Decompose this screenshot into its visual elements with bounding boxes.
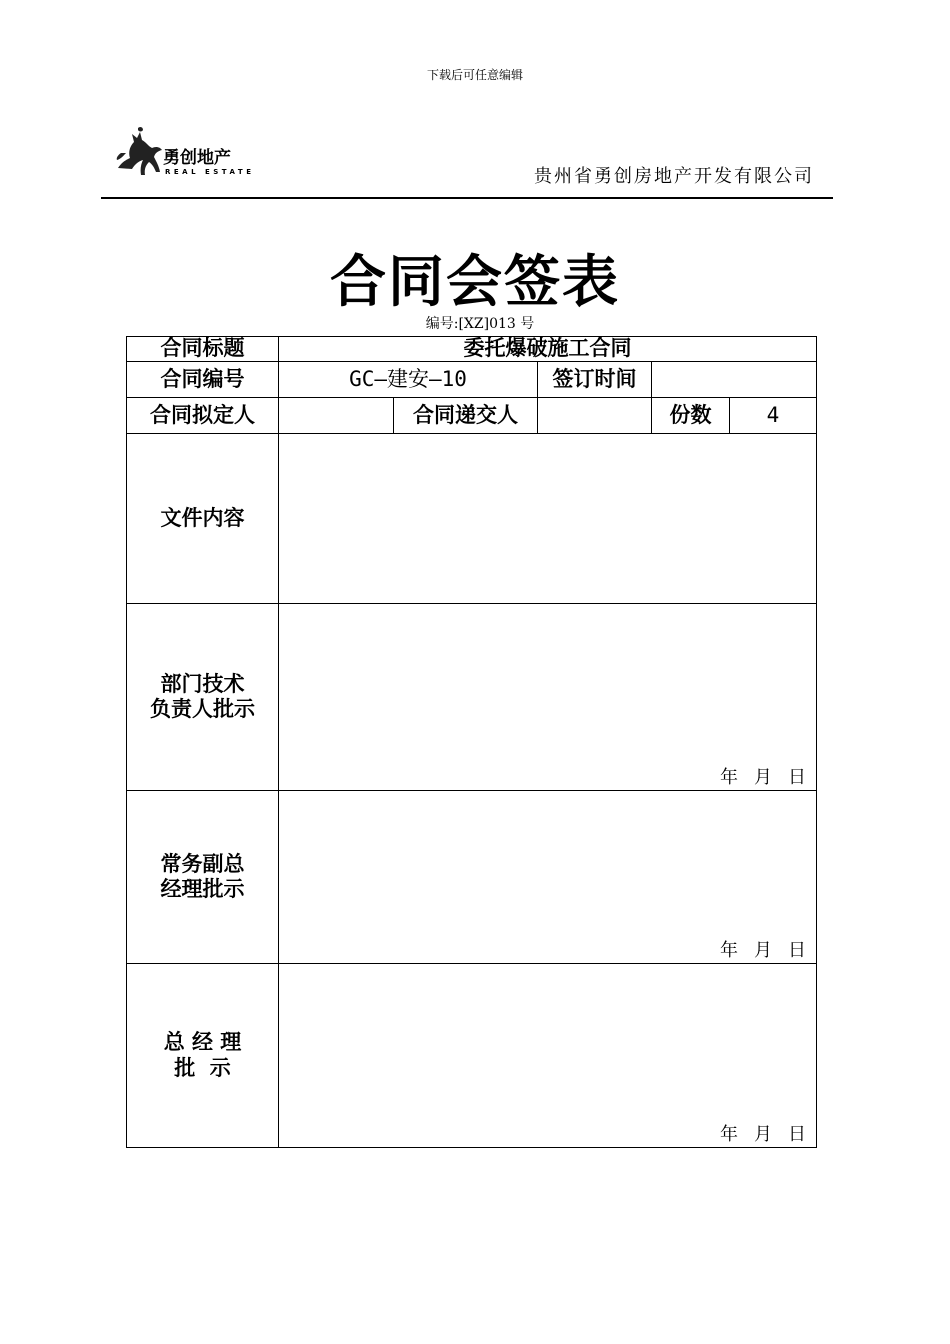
date-line bbox=[704, 941, 806, 961]
signing-date-label: 签订时间 bbox=[538, 362, 652, 398]
vice-gm-approval-value[interactable] bbox=[279, 791, 817, 964]
document-number: 编号:[XZ]013 号 bbox=[425, 316, 535, 332]
contract-title-label: 合同标题 bbox=[127, 337, 279, 362]
date-line bbox=[704, 1125, 806, 1145]
copies-label: 份数 bbox=[652, 398, 730, 434]
table-row bbox=[127, 604, 817, 791]
dept-approval-label-line2: 负责人批示 bbox=[150, 697, 255, 721]
contract-title-value[interactable]: 委托爆破施工合同 bbox=[279, 337, 817, 362]
dept-approval-label bbox=[127, 604, 279, 791]
date-day: 日 bbox=[788, 940, 807, 962]
date-day: 日 bbox=[788, 767, 807, 789]
table-row bbox=[127, 791, 817, 964]
signing-date-value[interactable] bbox=[652, 362, 817, 398]
submitter-value[interactable] bbox=[538, 398, 652, 434]
file-content-label: 文件内容 bbox=[127, 434, 279, 604]
table-row bbox=[127, 398, 817, 434]
gm-approval-label bbox=[127, 964, 279, 1148]
copies-value[interactable]: 4 bbox=[730, 398, 817, 434]
logo-text-en: REAL ESTATE bbox=[165, 168, 255, 176]
date-month: 月 bbox=[754, 767, 773, 789]
submitter-label: 合同递交人 bbox=[394, 398, 538, 434]
date-year: 年 bbox=[720, 940, 739, 962]
gm-approval-label-line2: 批 示 bbox=[174, 1055, 231, 1080]
vice-gm-approval-label-line1: 常务副总 bbox=[160, 851, 245, 876]
contract-number-label: 合同编号 bbox=[127, 362, 279, 398]
vice-gm-approval-label-line2: 经理批示 bbox=[160, 877, 245, 901]
company-name: 贵州省勇创房地产开发有限公司 bbox=[534, 166, 814, 187]
date-line bbox=[704, 768, 806, 788]
dept-approval-value[interactable] bbox=[279, 604, 817, 791]
date-day: 日 bbox=[788, 1124, 807, 1146]
page-title: 合同会签表 bbox=[330, 250, 620, 315]
logo-text-cn: 勇创地产 bbox=[163, 148, 231, 168]
date-year: 年 bbox=[720, 767, 739, 789]
contract-number-value[interactable]: GC—建安—10 bbox=[279, 362, 538, 398]
table-row bbox=[127, 337, 817, 362]
gm-approval-value[interactable] bbox=[279, 964, 817, 1148]
top-note: 下载后可任意编辑 bbox=[426, 68, 523, 82]
date-month: 月 bbox=[754, 940, 773, 962]
file-content-value[interactable] bbox=[279, 434, 817, 604]
header-divider bbox=[101, 197, 833, 199]
table-row bbox=[127, 964, 817, 1148]
vice-gm-approval-label bbox=[127, 791, 279, 964]
date-month: 月 bbox=[754, 1124, 773, 1146]
drafter-label: 合同拟定人 bbox=[127, 398, 279, 434]
dept-approval-label-line1: 部门技术 bbox=[160, 671, 245, 696]
table-row bbox=[127, 362, 817, 398]
table-row bbox=[127, 434, 817, 604]
gm-approval-label-line1: 总 经 理 bbox=[163, 1030, 242, 1055]
date-year: 年 bbox=[720, 1124, 739, 1146]
contract-signoff-table bbox=[126, 336, 817, 1148]
drafter-value[interactable] bbox=[279, 398, 394, 434]
